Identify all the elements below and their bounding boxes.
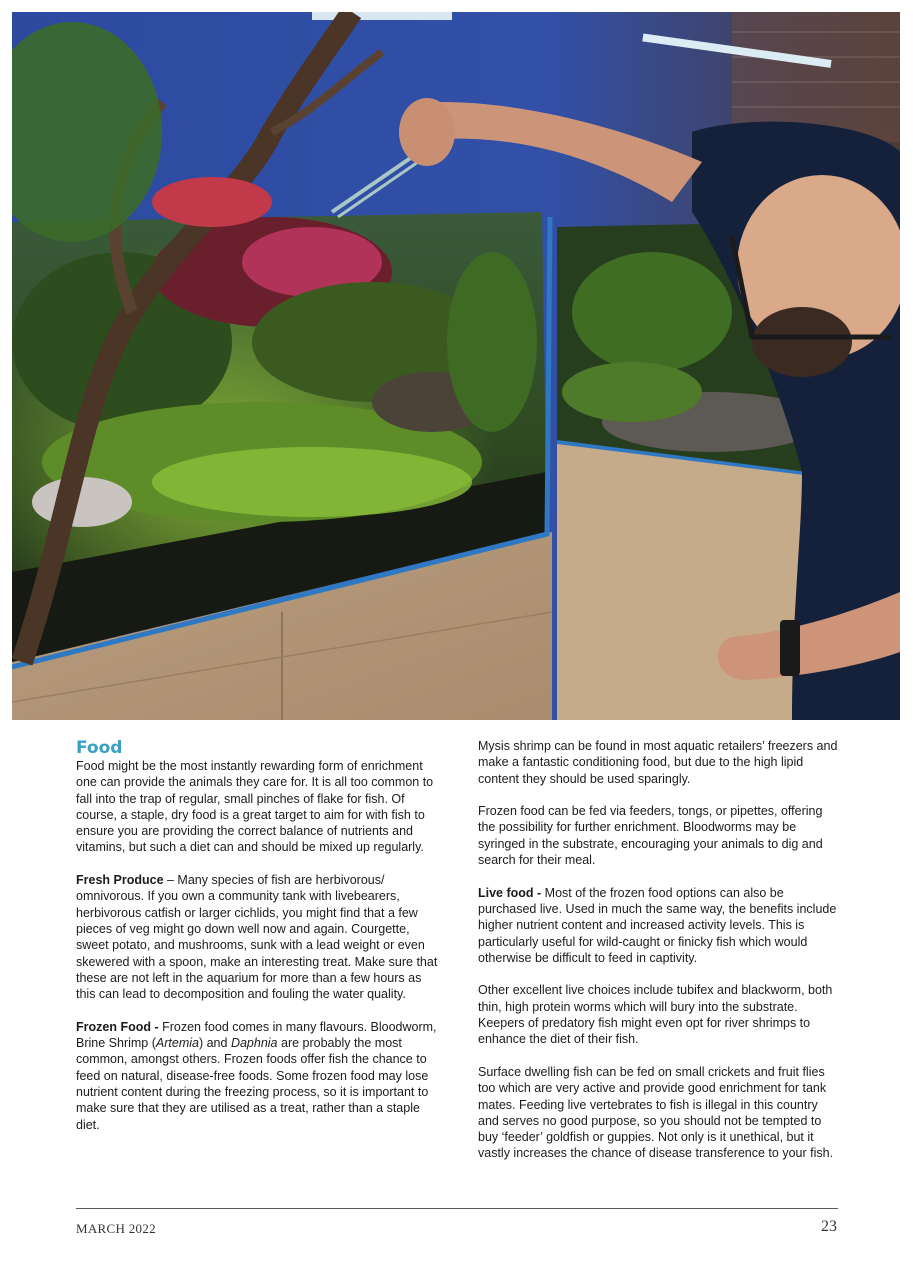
paragraph [478, 803, 838, 868]
paragraph [478, 1064, 838, 1162]
issue-date: MARCH 2022 [76, 1221, 156, 1236]
paragraph-text: are probably the most common, amongst others. Frozen foods offer fish the chance to feed on natural, disease-free foods. Some frozen food may lose nutrient content during the freezing process, so it is important to make sure that they are utilised as a treat, rather than a staple diet. [76, 1036, 429, 1132]
paragraph-text: Mysis shrimp can be found in most aquatic retailers’ freezers and make a fantastic conditioning food, but due to the high lipid content they should be used sparingly. [478, 739, 838, 786]
left-column [76, 738, 438, 1149]
paragraph-text: Most of the frozen food options can also be purchased live. Used in much the same way, the benefits include higher nutrient content and increased activity levels. This is particularly useful for wild-caught or finicky fish which would otherwise be difficult to feed in captivity. [478, 885, 837, 965]
paragraph-text: Surface dwelling fish can be fed on small crickets and fruit flies too which are very active and provide good enrichment for tank mates. Feeding live vertebrates to fish is illegal in this country and serves no good purpose, so you should not be tempted to buy ‘feeder’ goldfish or guppies. Not only is it unethical, but it vastly increases the chance of disease transference to your fish. [478, 1064, 834, 1161]
paragraph-lead: Frozen Food - [76, 1019, 159, 1034]
paragraph [478, 738, 838, 787]
paragraph-text: – Many species of fish are herbivorous/ omnivorous. If you own a community tank with livebearers, herbivorous catfish or larger cichlids, you might find that a few pieces of veg might go down well now and again. Courgette, sweet potato, and mushrooms, sunk with a lead weight or even skewered with a spoon, make an interesting treat. Make sure that these are not left in the aquarium for more than a few hours as this can lead to decomposition and fouling the water quality. [76, 873, 438, 1002]
paragraph-lead: Fresh Produce [76, 873, 164, 888]
paragraph-text: Frozen food can be fed via feeders, tongs, or pipettes, offering the possibility for further enrichment. Bloodworms may be syringed in the substrate, encouraging your animals to dig and search for their meal. [478, 804, 823, 868]
footer-divider [76, 1208, 838, 1209]
paragraph [478, 885, 838, 966]
paragraph-text: ) and [198, 1036, 231, 1051]
paragraph-text: Frozen food comes in many flavours. Bloodworm, Brine Shrimp ( [76, 1019, 437, 1051]
right-column [478, 738, 838, 1178]
paragraph [76, 1019, 438, 1133]
paragraph-text: Food might be the most instantly rewarding form of enrichment one can provide the animals they care for. It is all too common to fall into the trap of regular, small pinches of flake for fish. Of course, a staple, dry food is a great target to aim for with fish to ensure you are providing the correct balance of nutrients and vitamins, but such a diet can and should be mixed up regularly. [76, 759, 434, 855]
species-name: Daphnia [230, 1036, 278, 1051]
paragraph [76, 758, 438, 856]
paragraph [478, 982, 838, 1047]
page-number: 23 [821, 1218, 837, 1235]
paragraph [76, 872, 438, 1002]
paragraph-lead: Live food - [478, 885, 542, 900]
paragraph-text: Other excellent live choices include tubifex and blackworm, both thin, high protein worms which will bury into the substrate. Keepers of predatory fish might even opt for river shrimps to enhance the diet of their fish. [478, 983, 833, 1047]
section-heading: Food [76, 738, 123, 758]
species-name: Artemia [155, 1036, 199, 1051]
aquarium-photo [12, 12, 900, 720]
